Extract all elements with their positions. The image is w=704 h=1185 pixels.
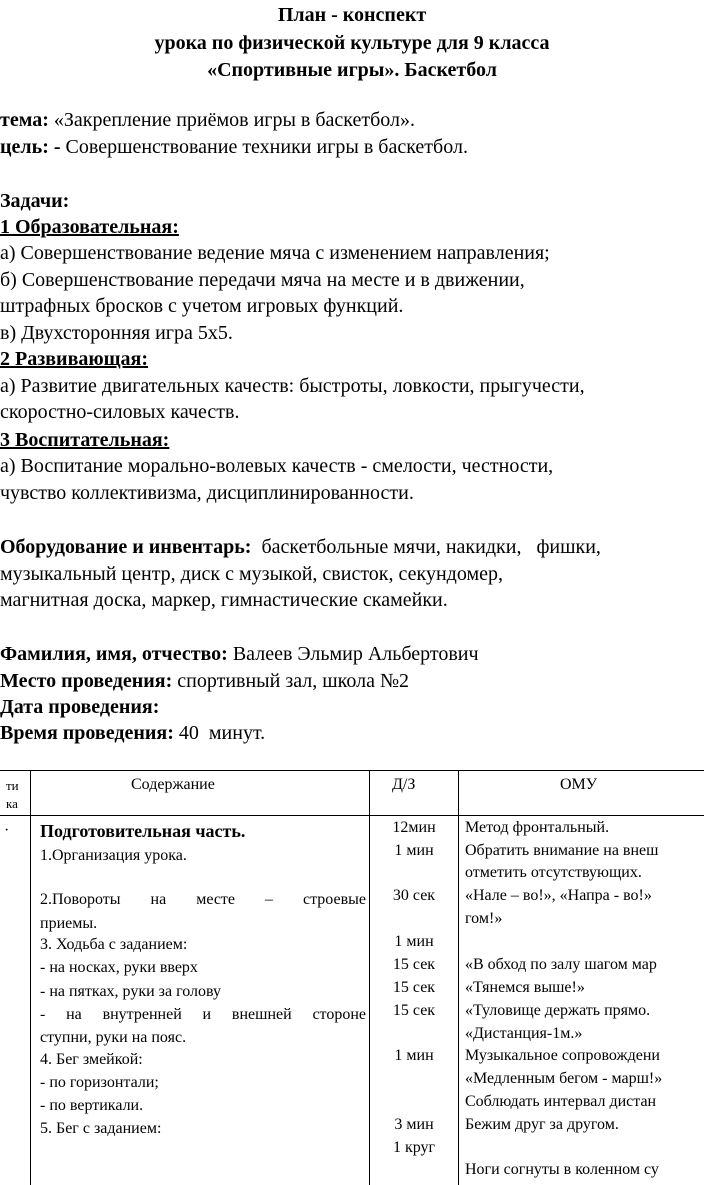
dev-line: скоростно-силовых качеств. xyxy=(0,401,240,423)
omu-line: Соблюдать интервал дистан xyxy=(465,1093,657,1110)
upb-line: чувство коллективизма, дисциплинированности. xyxy=(0,482,414,504)
dev-line: а) Развитие двигательных качеств: быстроты, ловкости, прыгучести, xyxy=(0,375,585,397)
fio-line xyxy=(0,643,479,666)
content-line: 2.Повороты на месте – строевые xyxy=(40,891,366,908)
upb-heading: 3 Воспитательная: xyxy=(0,429,170,451)
title-line-3: «Спортивные игры». Баскетбол xyxy=(207,59,497,81)
edu-line: в) Двухсторонняя игра 5х5. xyxy=(0,322,233,344)
date-label: Дата проведения: xyxy=(0,696,160,718)
edu-heading: 1 Образовательная: xyxy=(0,216,179,238)
header-omu: ОМУ xyxy=(560,776,598,793)
dz-cell: 3 мин xyxy=(394,1116,434,1133)
header-col1-line2: ка xyxy=(6,796,18,811)
content-line: - на пятках, руки за голову xyxy=(40,983,222,1000)
column-divider xyxy=(30,770,31,1185)
goal-line xyxy=(0,136,468,159)
goal-value: Совершенствование техники игры в баскетбол. xyxy=(65,136,468,158)
dz-cell: 1 мин xyxy=(394,1047,434,1064)
edu-line: б) Совершенствование передачи мяча на месте и в движении, xyxy=(0,269,525,291)
dz-cell: 15 сек xyxy=(392,956,436,973)
omu-line: «Дистанция-1м.» xyxy=(465,1025,583,1042)
header-dz: Д/З xyxy=(392,776,416,793)
title-line-1: План - конспект xyxy=(277,4,427,26)
table-border-top xyxy=(0,770,704,771)
time-line xyxy=(0,722,265,745)
content-line: - по горизонтали; xyxy=(40,1074,159,1091)
omu-line: Обратить внимание на внеш xyxy=(465,842,659,859)
omu-line: «Медленным бегом - марш!» xyxy=(465,1070,663,1087)
content-line: - на внутренней и внешней стороне xyxy=(40,1006,366,1023)
content-line: 5. Бег с заданием: xyxy=(40,1120,162,1137)
dz-cell: 30 сек xyxy=(392,887,436,904)
column-divider xyxy=(369,770,370,1185)
topic-value: «Закрепление приёмов игры в баскетбол». xyxy=(53,109,416,131)
omu-line: «Туловище держать прямо. xyxy=(465,1002,651,1019)
part-title: Подготовительная часть. xyxy=(40,821,246,841)
dev-heading: 2 Развивающая: xyxy=(0,348,149,370)
topic-label: тема: xyxy=(0,109,49,131)
upb-line: а) Воспитание морально-волевых качеств - смелости, честности, xyxy=(0,455,554,477)
time-label: Время проведения: xyxy=(0,722,174,744)
edu-line: а) Совершенствование ведение мяча с изменением направления; xyxy=(0,242,550,264)
dz-cell: 15 сек xyxy=(392,1002,436,1019)
omu-line: Ноги согнуты в коленном су xyxy=(465,1161,659,1178)
content-line: - на носках, руки вверх xyxy=(40,959,198,976)
title-line-2: урока по физической культуре для 9 класса xyxy=(154,32,550,54)
edu-line: штрафных бросков с учетом игровых функций. xyxy=(0,295,404,317)
table-header-border xyxy=(0,815,704,816)
omu-line: «Тянемся выше!» xyxy=(465,979,585,996)
content-line: ступни, руки на пояс. xyxy=(40,1029,187,1046)
content-line: 4. Бег змейкой: xyxy=(40,1051,143,1068)
omu-line: «Нале – во!», «Напра - во!» xyxy=(465,887,652,904)
fio-label: Фамилия, имя, отчество: xyxy=(0,643,228,665)
topic-line xyxy=(0,109,415,132)
time-value: 40 минут. xyxy=(173,722,266,744)
equipment-line: музыкальный центр, диск с музыкой, свисток, секундомер, xyxy=(0,563,503,585)
place-label: Место проведения: xyxy=(0,670,173,692)
content-line: - по вертикали. xyxy=(40,1097,144,1114)
equipment-label: Оборудование и инвентарь: xyxy=(0,536,252,558)
omu-line: Музыкальное сопровождени xyxy=(465,1047,660,1064)
place-line xyxy=(0,670,409,693)
column-divider xyxy=(458,770,459,1185)
fio-value: Валеев Эльмир Альбертович xyxy=(227,643,479,665)
place-value: спортивный зал, школа №2 xyxy=(172,670,410,692)
tasks-heading: Задачи: xyxy=(0,190,70,212)
lesson-table xyxy=(0,770,704,1185)
dz-cell: 1 круг xyxy=(392,1139,436,1156)
content-line: 3. Ходьба с заданием: xyxy=(40,936,188,953)
omu-line: Метод фронтальный. xyxy=(465,819,610,836)
equipment-line xyxy=(0,536,601,559)
content-line: приемы. xyxy=(40,915,98,932)
equipment-line: магнитная доска, маркер, гимнастические скамейки. xyxy=(0,589,448,611)
header-col1-line1: ти xyxy=(6,778,19,793)
omu-line: гом!» xyxy=(465,910,503,927)
goal-label: цель: - xyxy=(0,136,61,158)
omu-line: «В обход по залу шагом мар xyxy=(465,956,657,973)
dz-cell: 1 мин xyxy=(394,842,434,859)
omu-line: отметить отсутствующих. xyxy=(465,864,642,881)
content-line: 1.Организация урока. xyxy=(40,847,187,864)
dz-cell: 1 мин xyxy=(394,933,434,950)
header-content: Содержание xyxy=(131,776,215,793)
dz-cell: 15 сек xyxy=(392,979,436,996)
omu-line: Бежим друг за другом. xyxy=(465,1116,619,1133)
dz-cell: 12мин xyxy=(392,819,436,836)
equipment-text: баскетбольные мячи, накидки, фишки, xyxy=(251,536,601,558)
row-marker: · xyxy=(4,822,10,839)
